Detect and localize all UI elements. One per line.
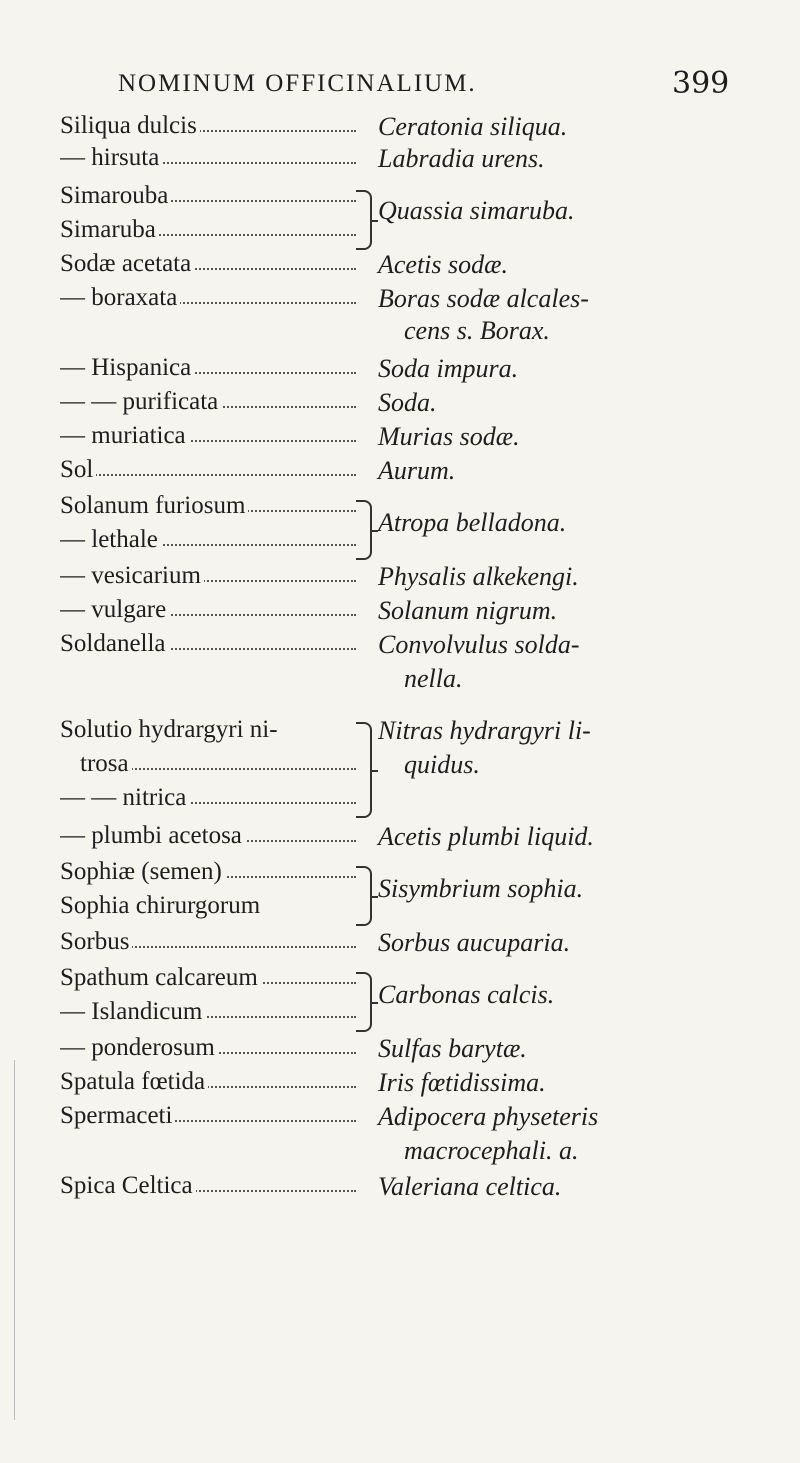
- entry-term: trosa: [80, 750, 356, 778]
- entry-equivalent: Valeriana celtica.: [378, 1172, 562, 1201]
- entry-row: [0, 388, 800, 422]
- entry-term: — Islandicum: [60, 998, 356, 1026]
- entry-equivalent: Acetis plumbi liquid.: [378, 822, 594, 851]
- entry-term: Sodæ acetata: [60, 250, 356, 278]
- entry-row: [0, 354, 800, 388]
- entry-equivalent: Solanum nigrum.: [378, 596, 558, 625]
- entry-row: [0, 858, 800, 903]
- entry-row: [0, 562, 800, 596]
- entry-row: [0, 456, 800, 490]
- entry-row: [0, 596, 800, 630]
- brace: [356, 722, 372, 818]
- entry-row: [0, 1136, 800, 1170]
- entry-equivalent: Atropa belladona.: [378, 508, 567, 537]
- entry-equivalent: quidus.: [404, 750, 480, 779]
- entry-equivalent: Boras sodæ alcales-: [378, 284, 589, 313]
- entry-equivalent: macrocephali. a.: [404, 1136, 579, 1165]
- entry-equivalent: Sorbus aucuparia.: [378, 928, 571, 957]
- entry-row: [0, 1068, 800, 1102]
- page-number: 399: [672, 66, 730, 101]
- entry-row: [0, 144, 800, 178]
- entry-term: Solanum furiosum: [60, 492, 356, 520]
- entry-row: [0, 750, 800, 784]
- entry-row: [0, 892, 800, 926]
- entry-row: [0, 284, 800, 318]
- entry-row: [0, 492, 800, 537]
- entry-row: [0, 784, 800, 818]
- entry-equivalent: nella.: [404, 664, 463, 693]
- brace: [356, 866, 372, 926]
- entry-term: — vulgare: [60, 596, 356, 624]
- entry-term: Sol: [60, 456, 356, 484]
- entry-term: Simaruba: [60, 216, 356, 244]
- entry-row: [0, 964, 800, 1009]
- entry-row: [0, 250, 800, 284]
- entry-term: Sorbus: [60, 928, 356, 956]
- running-title: NOMINUM OFFICINALIUM.: [118, 70, 477, 97]
- entry-term: Spatula fœtida: [60, 1068, 356, 1096]
- entry-row: [0, 1172, 800, 1206]
- entry-term: — Hispanica: [60, 354, 356, 382]
- entry-equivalent: Soda impura.: [378, 354, 519, 383]
- entry-equivalent: Adipocera physeteris: [378, 1102, 599, 1131]
- entry-equivalent: Carbonas calcis.: [378, 980, 555, 1009]
- brace: [356, 972, 372, 1032]
- entry-equivalent: Acetis sodæ.: [378, 250, 508, 279]
- entry-row: [0, 664, 800, 698]
- brace: [356, 190, 372, 250]
- entry-term: — — nitrica: [60, 784, 356, 812]
- entry-equivalent: Sulfas barytæ.: [378, 1034, 527, 1063]
- entry-row: [0, 1034, 800, 1068]
- entry-equivalent: Sisymbrium sophia.: [378, 874, 584, 903]
- entry-term: — boraxata: [60, 284, 356, 312]
- entry-term: — hirsuta: [60, 144, 356, 172]
- entry-row: [0, 112, 800, 146]
- page-edge-line: [14, 1060, 15, 1420]
- entry-row: [0, 928, 800, 962]
- entry-term: Siliqua dulcis: [60, 112, 356, 140]
- entry-term: — ponderosum: [60, 1034, 356, 1062]
- entry-equivalent: Soda.: [378, 388, 437, 417]
- entry-row: [0, 822, 800, 856]
- entry-equivalent: Convolvulus solda-: [378, 630, 580, 659]
- entry-term: Spica Celtica: [60, 1172, 356, 1200]
- entry-term: Solutio hydrargyri ni-: [60, 716, 356, 744]
- entry-row: [0, 422, 800, 456]
- entry-row: [0, 216, 800, 250]
- entry-equivalent: Aurum.: [378, 456, 456, 485]
- entry-term: Spermaceti: [60, 1102, 356, 1130]
- entry-term: — lethale: [60, 526, 356, 554]
- entry-row: [0, 1102, 800, 1136]
- entry-equivalent: Iris fœtidissima.: [378, 1068, 546, 1097]
- entry-term: — muriatica: [60, 422, 356, 450]
- entry-equivalent: Labradia urens.: [378, 144, 545, 173]
- entry-row: [0, 526, 800, 560]
- entry-term: Soldanella: [60, 630, 356, 658]
- entry-row: [0, 630, 800, 664]
- entry-term: [60, 664, 356, 692]
- entry-row: [0, 182, 800, 225]
- entry-equivalent: Nitras hydrargyri li-: [378, 716, 591, 745]
- entry-row: [0, 316, 800, 350]
- entry-equivalent: Murias sodæ.: [378, 422, 520, 451]
- entry-term: — — purificata: [60, 388, 356, 416]
- entry-term: — vesicarium: [60, 562, 356, 590]
- entry-equivalent: cens s. Borax.: [404, 316, 550, 345]
- entry-term: Sophia chirurgorum: [60, 892, 356, 920]
- entry-term: Sophiæ (semen): [60, 858, 356, 886]
- entry-term: Simarouba: [60, 182, 356, 210]
- entry-term: — plumbi acetosa: [60, 822, 356, 850]
- entry-term: [60, 316, 356, 344]
- entry-equivalent: Physalis alkekengi.: [378, 562, 579, 591]
- entry-row: [0, 998, 800, 1032]
- entry-term: Spathum calcareum: [60, 964, 356, 992]
- entry-equivalent: Quassia simaruba.: [378, 196, 575, 225]
- entry-equivalent: Ceratonia siliqua.: [378, 112, 568, 141]
- entry-row: [0, 716, 800, 750]
- brace: [356, 500, 372, 560]
- entry-term: [60, 1136, 356, 1164]
